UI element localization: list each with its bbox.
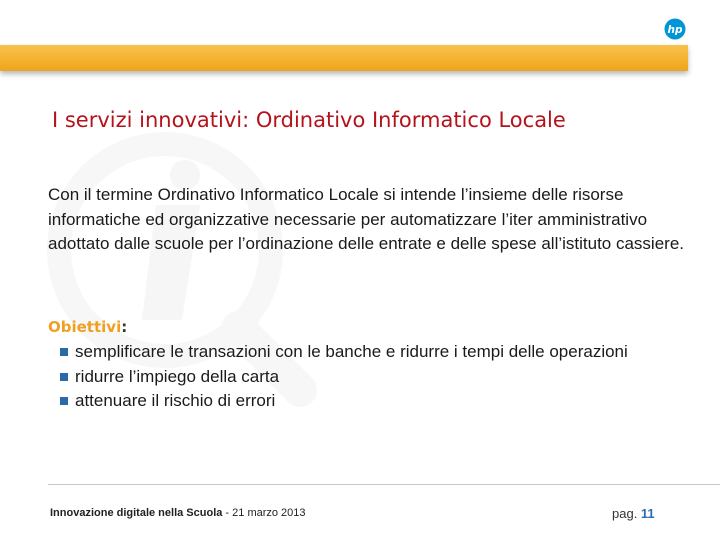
objective-text: semplificare le transazioni con le banche e ridurre i tempi delle operazioni [75, 342, 628, 361]
square-bullet-icon [60, 373, 68, 381]
objective-text: attenuare il rischio di errori [75, 391, 276, 410]
objective-item [60, 389, 660, 414]
objectives-label: Obiettivi [48, 318, 122, 336]
objective-item [60, 365, 660, 390]
objective-text: ridurre l’impiego della carta [75, 366, 280, 386]
svg-text:hp: hp [667, 23, 683, 36]
footer-event: Innovazione digitale nella Scuola [50, 507, 223, 519]
objectives-heading [48, 318, 127, 336]
intro-paragraph: Con il termine Ordinativo Informatico Locale si intende l’insieme delle risorse informatiche ed organizzative necessarie per automatizzare l’iter amministrativo adottato dalle scuole per l’ordinazione delle entrate e delle spese all’istituto cassiere. [48, 185, 684, 253]
page-indicator [612, 506, 655, 521]
header-accent-bar [0, 45, 688, 71]
page-label: pag. [612, 506, 641, 521]
objectives-list [60, 340, 660, 414]
footer-divider [48, 484, 720, 485]
page-number: 11 [640, 506, 655, 521]
objective-item [60, 340, 660, 365]
footer-date: - 21 marzo 2013 [222, 507, 306, 519]
slide-title: I servizi innovativi: Ordinativo Informatico Locale [52, 108, 566, 132]
square-bullet-icon [60, 348, 68, 356]
square-bullet-icon [60, 397, 68, 405]
objectives-colon: : [121, 318, 128, 336]
hp-logo-icon [664, 18, 686, 40]
footer-caption [50, 507, 306, 519]
